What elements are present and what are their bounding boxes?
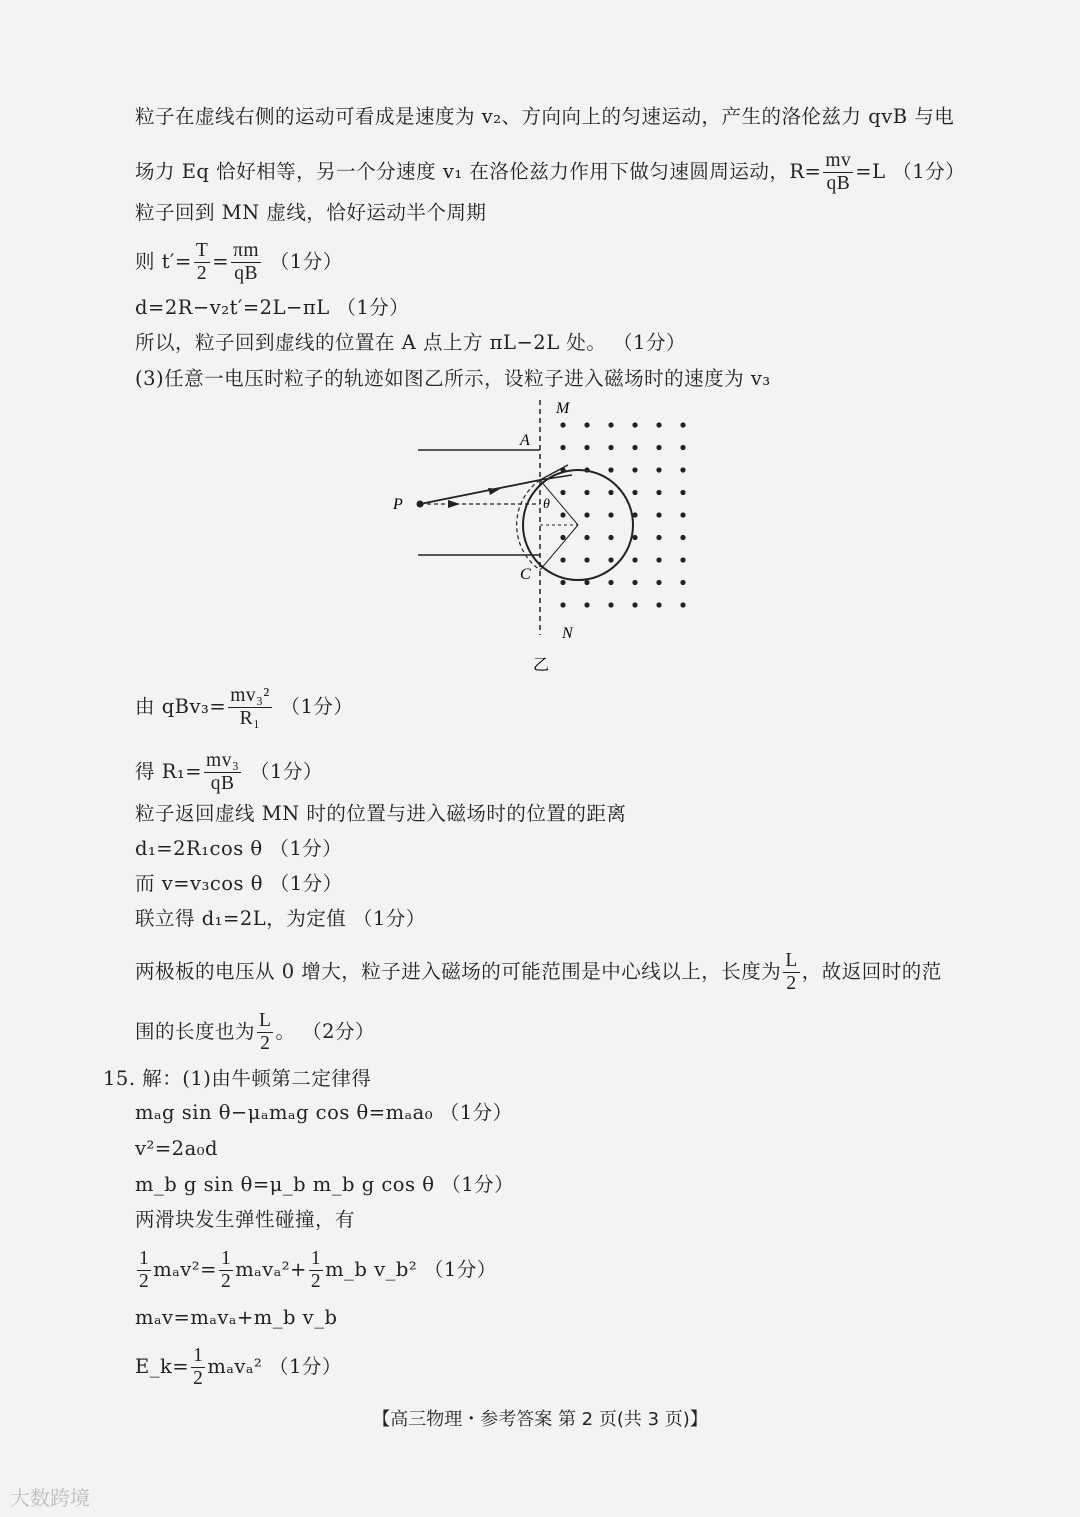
fraction (231, 240, 261, 285)
dashed-arc (517, 480, 540, 570)
text-span: 围的长度也为 (135, 1020, 256, 1043)
trajectory-line (420, 480, 540, 504)
text-line: d=2R−v₂t′=2L−πL （1分） (135, 296, 410, 319)
text-line: 粒子在虚线右侧的运动可看成是速度为 v₂、方向向上的匀速运动，产生的洛伦兹力 qvB 与电 (135, 105, 955, 128)
fraction (309, 1248, 323, 1293)
field-dot (680, 490, 685, 495)
fraction (228, 685, 272, 730)
label-C: C (520, 566, 531, 583)
field-dot (584, 512, 589, 517)
field-dot (608, 422, 613, 427)
denominator: 2 (193, 1368, 204, 1389)
text-span: 。 （2分） (275, 1020, 376, 1043)
denominator: qB (234, 263, 258, 284)
text-span: 得 R₁= (135, 760, 203, 783)
numerator: 1 (220, 1248, 232, 1269)
fraction (823, 150, 853, 195)
text-line: d₁=2R₁cos θ （1分） (135, 837, 343, 860)
numerator: πm (233, 240, 260, 261)
field-dot (608, 557, 613, 562)
field-dot (560, 557, 565, 562)
field-dot (632, 557, 637, 562)
text-line: (3)任意一电压时粒子的轨迹如图乙所示，设粒子进入磁场时的速度为 v₃ (135, 367, 771, 390)
field-dot (584, 602, 589, 607)
fraction (191, 1345, 205, 1390)
text-span: =L （1分） (855, 160, 966, 183)
field-dot (656, 490, 661, 495)
text-line (135, 1248, 497, 1293)
text-span: mₐvₐ²+ (235, 1258, 307, 1281)
field-dot (584, 490, 589, 495)
text-span: = (212, 250, 230, 273)
text-span: 则 t′= (135, 250, 192, 273)
field-dot (584, 580, 589, 585)
text-line: 联立得 d₁=2L，为定值 （1分） (135, 907, 426, 930)
fraction (257, 1010, 273, 1055)
field-dot (584, 445, 589, 450)
fraction (783, 950, 799, 995)
field-dot (608, 602, 613, 607)
field-dot (560, 445, 565, 450)
field-dot (680, 580, 685, 585)
field-dot (608, 467, 613, 472)
text-line: 而 v=v₃cos θ （1分） (135, 872, 343, 895)
text-line: 所以，粒子回到虚线的位置在 A 点上方 πL−2L 处。 （1分） (135, 331, 686, 354)
numerator: L (259, 1010, 272, 1031)
field-dot (608, 512, 613, 517)
fraction (194, 240, 210, 285)
label-theta: θ (543, 497, 550, 512)
denominator: qB (210, 773, 235, 794)
field-dot (584, 535, 589, 540)
text-line (135, 950, 942, 995)
field-dot (560, 535, 565, 540)
field-dot (608, 535, 613, 540)
field-dot (680, 557, 685, 562)
text-line: 粒子回到 MN 虚线，恰好运动半个周期 (135, 201, 487, 224)
field-dot (560, 422, 565, 427)
field-dot (584, 557, 589, 562)
text-line: mₐg sin θ−μₐmₐg cos θ=mₐa₀ （1分） (135, 1101, 513, 1124)
text-line (135, 1345, 342, 1390)
figure-caption: 乙 (533, 655, 550, 674)
numerator: T (195, 240, 209, 261)
watermark: 大数跨境 (10, 1486, 90, 1510)
text-span: m_b v_b² （1分） (325, 1258, 497, 1281)
field-dot (680, 602, 685, 607)
numerator: mv (825, 150, 852, 171)
denominator: 2 (139, 1271, 150, 1292)
field-dot (680, 422, 685, 427)
text-line (135, 1010, 375, 1055)
text-span: （1分） (249, 760, 323, 783)
text-span: mₐv²= (153, 1258, 217, 1281)
text-line: mₐv=mₐvₐ+m_b v_b (135, 1306, 338, 1329)
text-line: m_b g sin θ=μ_b m_b g cos θ （1分） (135, 1173, 515, 1196)
field-dot (680, 467, 685, 472)
label-N: N (562, 625, 573, 642)
field-dot (632, 467, 637, 472)
denominator: 2 (220, 1271, 232, 1292)
denominator: qB (826, 173, 851, 194)
text-line: v²=2a₀d (135, 1137, 219, 1160)
radius-line (540, 525, 578, 570)
field-dot (656, 467, 661, 472)
field-dot (632, 445, 637, 450)
field-dot (656, 602, 661, 607)
text-span: 场力 Eq 恰好相等，另一个分速度 v₁ 在洛伦兹力作用下做匀速圆周运动，R= (135, 160, 822, 183)
denominator: 2 (786, 973, 797, 994)
fraction (204, 750, 241, 795)
text-line (135, 150, 965, 195)
numerator: 1 (310, 1248, 322, 1269)
field-dot (608, 490, 613, 495)
text-span: （1分） (280, 695, 354, 718)
numerator: 1 (139, 1248, 150, 1269)
page-footer: 【高三物理・参考答案 第 2 页(共 3 页)】 (372, 1409, 708, 1430)
arrow-head (448, 500, 460, 508)
denominator: 2 (310, 1271, 322, 1292)
denominator: R₁ (239, 708, 261, 729)
field-dot (560, 512, 565, 517)
field-dot (632, 602, 637, 607)
arrow-head (488, 488, 500, 495)
field-dot (608, 445, 613, 450)
field-dot (584, 467, 589, 472)
fraction (219, 1248, 233, 1293)
field-dot (656, 512, 661, 517)
field-dot (632, 512, 637, 517)
numerator: L (785, 950, 798, 971)
magnetic-field-diagram (393, 395, 710, 680)
text-line: 15. 解：(1)由牛顿第二定律得 (103, 1067, 372, 1090)
text-span: ，故返回时的范 (801, 960, 942, 983)
field-dot (584, 422, 589, 427)
text-line: 两滑块发生弹性碰撞，有 (135, 1208, 356, 1231)
field-dot (560, 602, 565, 607)
label-P: P (393, 496, 403, 513)
denominator: 2 (260, 1033, 271, 1054)
field-dot (656, 580, 661, 585)
field-dot (656, 422, 661, 427)
label-A: A (520, 432, 530, 449)
field-dot (560, 467, 565, 472)
text-line (135, 685, 353, 730)
numerator: mv₃² (230, 685, 270, 706)
field-dot (656, 557, 661, 562)
field-dot (680, 535, 685, 540)
field-dot (632, 535, 637, 540)
text-span: E_k= (135, 1355, 190, 1378)
text-span: 两极板的电压从 0 增大，粒子进入磁场的可能范围是中心线以上，长度为 (135, 960, 782, 983)
text-line: 粒子返回虚线 MN 时的位置与进入磁场时的位置的距离 (135, 802, 627, 825)
field-dot (656, 535, 661, 540)
denominator: 2 (196, 263, 208, 284)
field-dot (656, 445, 661, 450)
text-span: （1分） (269, 250, 343, 273)
label-M: M (556, 400, 570, 417)
field-dot (632, 422, 637, 427)
numerator: 1 (193, 1345, 204, 1366)
fraction (137, 1248, 151, 1293)
text-line (135, 750, 323, 795)
field-dot (680, 445, 685, 450)
field-dot (560, 580, 565, 585)
text-line (135, 240, 343, 285)
numerator: mv₃ (206, 750, 240, 771)
field-dot (632, 580, 637, 585)
field-dot (560, 490, 565, 495)
text-span: 由 qBv₃= (135, 695, 227, 718)
field-dot (632, 490, 637, 495)
text-span: mₐvₐ² （1分） (207, 1355, 342, 1378)
field-dot (680, 512, 685, 517)
field-dot (608, 580, 613, 585)
